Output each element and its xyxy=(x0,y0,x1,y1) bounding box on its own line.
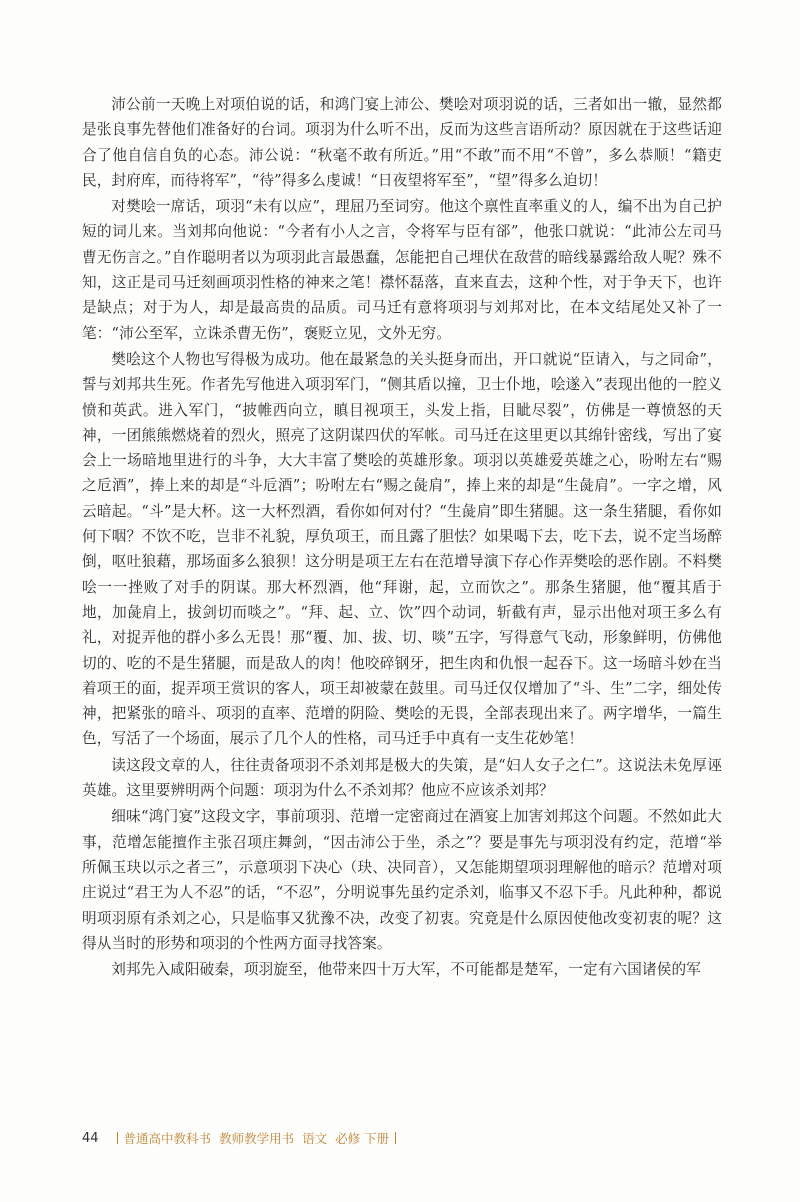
page-number: 44 xyxy=(82,1130,99,1146)
paragraph-3: 樊哙这个人物也写得极为成功。他在最紧急的关头挺身而出，开口就说“臣请入，与之同命”，誓与刘邦共生死。作者先写他进入项羽军门，“侧其盾以撞，卫士仆地，哙遂入”表现出他的一腔义愤和英武。进入军门，“披帷西向立，瞋目视项王，头发上指，目眦尽裂”，仿佛是一尊愤怒的天神，一团熊熊燃烧着的烈火，照亮了这阴谋四伏的军帐。司马迁在这里更以其绵针密线，写出了宴会上一场暗地里进行的斗争，大大丰富了樊哙的英雄形象。项羽以英雄爱英雄之心，吩咐左右“赐之卮酒”，捧上来的却是“斗卮酒”；吩咐左右“赐之彘肩”，捧上来的却是“生彘肩”。一字之增，风云暗起。“斗”是大杯。这一大杯烈酒，看你如何对付？“生彘肩”即生猪腿。这一条生猪腿，看你如何下咽？不饮不吃，岂非不礼貌，厚负项王，而且露了胆怯？如果喝下去，吃下去，说不定当场醉倒，呕吐狼藉，那场面多么狼狈！这分明是项王左右在范增导演下存心作弄樊哙的恶作剧。不料樊哙一一挫败了对手的阴谋。那大杯烈酒，他“拜谢，起，立而饮之”。那条生猪腿，他“覆其盾于地，加彘肩上，拔剑切而啖之”。“拜、起、立、饮”四个动词，斩截有声，显示出他对项王多么有礼，对捉弄他的群小多么无畏！那“覆、加、拔、切、啖”五字，写得意气飞动，形象鲜明，仿佛他切的、吃的不是生猪腿，而是敌人的肉！他咬碎钢牙，把生肉和仇恨一起吞下。这一场暗斗妙在当着项王的面，捉弄项王赏识的客人，项王却被蒙在鼓里。司马迁仅仅增加了“斗、生”二字，细处传神，把紧张的暗斗、项羽的直率、范增的阴险、樊哙的无畏，全部表现出来了。两字增华，一篇生色，写活了一个场面，展示了几个人的性格，司马迁手中真有一支生花妙笔！ xyxy=(82,350,722,748)
paragraph-1: 沛公前一天晚上对项伯说的话，和鸿门宴上沛公、樊哙对项羽说的话，三者如出一辙，显然都是张良事先替他们准备好的台词。项羽为什么听不出，反而为这些言语所动？原因就在于这些话迎合了他自信自负的心态。沛公说：“秋毫不敢有所近。”用“不敢”而不用“不曾”，多么恭顺！“籍吏民，封府库，而待将军”，“待”得多么虔诚！“日夜望将军至”，“望”得多么迫切！ xyxy=(82,96,722,189)
footer-subject: 语文 xyxy=(302,1131,328,1146)
paragraph-2: 对樊哙一席话，项羽“未有以应”，理屈乃至词穷。他这个禀性直率重义的人，编不出为自己护短的词儿来。当刘邦向他说：“今者有小人之言，令将军与臣有郤”，他张口就说：“此沛公左司马曹无伤言之。”自作聪明者以为项羽此言最愚蠢，怎能把自己埋伏在敌营的暗线暴露给敌人呢？殊不知，这正是司马迁刻画项羽性格的神来之笔！襟怀磊落，直来直去，这种个性，对于争天下，也许是缺点；对于为人，却是最高贵的品质。司马迁有意将项羽与刘邦对比，在本文结尾处又补了一笔：“沛公至军，立诛杀曹无伤”，褒贬立见，文外无穷。 xyxy=(82,198,722,342)
page-footer xyxy=(82,1128,402,1148)
paragraph-4: 读这段文章的人，往往责备项羽不杀刘邦是极大的失策，是“妇人女子之仁”。这说法未免厚诬英雄。这里要辨明两个问题：项羽为什么不杀刘邦？他应不应该杀刘邦？ xyxy=(82,756,722,800)
footer-book-type: 教师教学用书 xyxy=(219,1131,295,1146)
paragraph-6: 刘邦先入咸阳破秦，项羽旋至，他带来四十万大军，不可能都是楚军，一定有六国诸侯的军 xyxy=(111,961,701,979)
paragraph-5: 细味“鸿门宴”这段文字，事前项羽、范增一定密商过在酒宴上加害刘邦这个问题。不然如此大事，范增怎能擅作主张召项庄舞剑，“因击沛公于坐，杀之”？要是事先与项羽没有约定，范增“举所佩玉玦以示之者三”，示意项羽下决心（玦、决同音），又怎能期望项羽理解他的暗示？范增对项庄说过“君王为人不忍”的话，“不忍”，分明说事先虽约定杀刘，临事又不忍下手。凡此种种，都说明项羽原有杀刘之心，只是临事又犹豫不决，改变了初衷。究竟是什么原因使他改变初衷的呢？这得从当时的形势和项羽的个性两方面寻找答案。 xyxy=(82,808,722,952)
footer-divider-end xyxy=(395,1132,396,1144)
footer-volume: 必修 下册 xyxy=(335,1131,390,1146)
article-body xyxy=(82,92,722,983)
footer-divider xyxy=(117,1132,118,1144)
footer-series: 普通高中教科书 xyxy=(123,1131,212,1146)
